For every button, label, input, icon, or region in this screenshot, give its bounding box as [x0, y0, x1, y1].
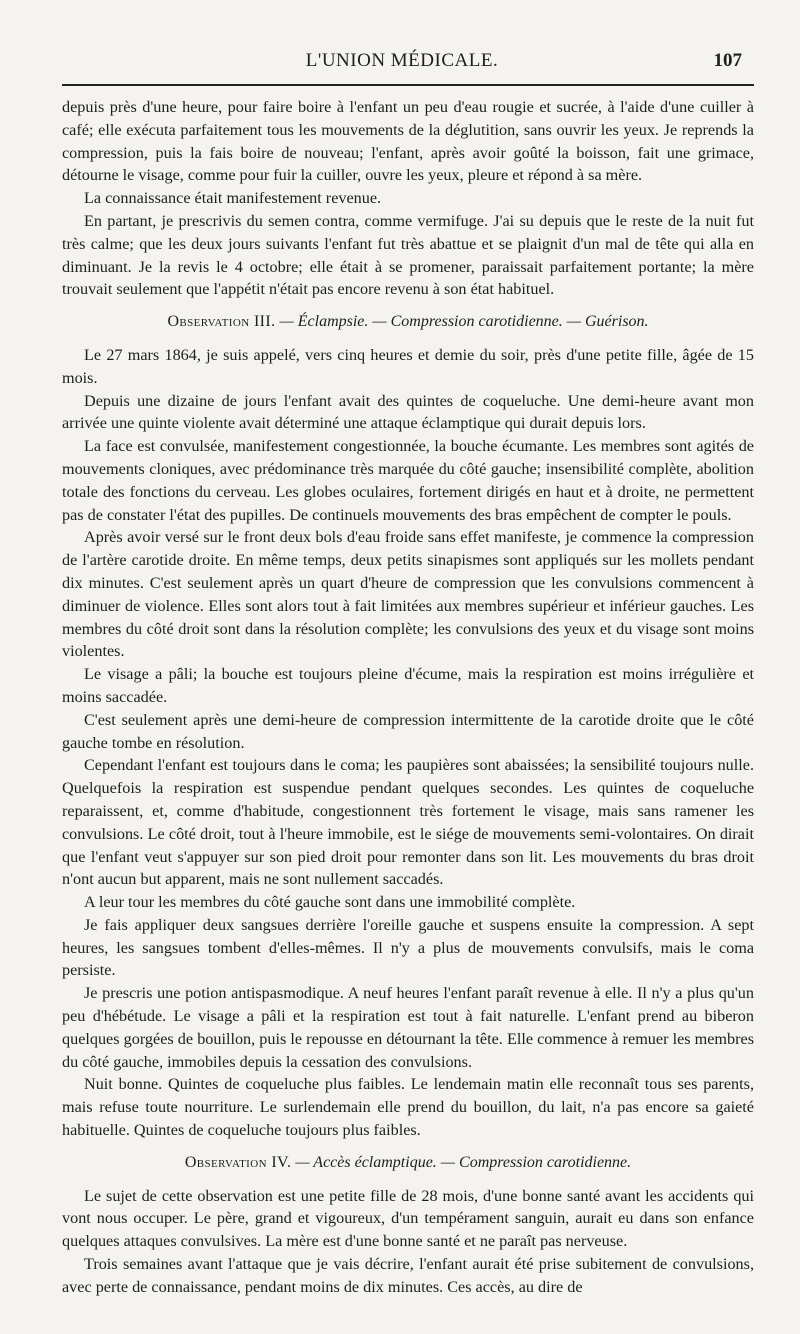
paragraph: Depuis une dizaine de jours l'enfant avait des quintes de coqueluche. Une demi-heure avant mon arrivée une quinte violente avait déterminé une attaque éclamptique qui durait depuis lors.	[62, 391, 754, 433]
body-text	[62, 96, 754, 1299]
section-label: Observation IV.	[184, 1153, 292, 1171]
paragraph: A leur tour les membres du côté gauche sont dans une immobilité complète.	[84, 893, 576, 912]
paragraph: Cependant l'enfant est toujours dans le coma; les paupières sont abaissées; la sensibilité toujours nulle. Quelquefois la respiration est suspendue pendant quelques secondes. Les quintes de coqueluche reparaissent, et, comme d'habitude, congestionnent très fortement le visage, mais sans ramener les convulsions. Le côté droit, tout à l'heure immobile, est le siége de mouvements semi-volontaires. On dirait que l'enfant veut s'appuyer sur son pied droit pour remonter dans son lit. Les mouvements du bras droit n'ont aucun but apparent, mais ne sont nullement saccadés.	[62, 756, 754, 889]
header-rule	[62, 84, 754, 86]
running-header	[62, 44, 742, 74]
paragraph: Je fais appliquer deux sangsues derrière l'oreille gauche et suspens ensuite la compression. A sept heures, les sangsues tombent d'elles-mêmes. Il n'y a plus de mouvements convulsifs, mais le coma persiste.	[62, 915, 754, 980]
paragraph: La connaissance était manifestement revenue.	[84, 189, 382, 208]
paragraph: Le sujet de cette observation est une petite fille de 28 mois, d'une bonne santé avant les accidents qui vont nous occuper. Le père, grand et vigoureux, d'un tempérament sanguin, aurait eu dans son enfance quelques attaques convulsives. La mère est d'une bonne santé et ne paraît pas nerveuse.	[62, 1186, 754, 1251]
paragraph: Trois semaines avant l'attaque que je vais décrire, l'enfant aurait été prise subitement de convulsions, avec perte de connaissance, pendant moins de dix minutes. Ces accès, au dire de	[62, 1255, 754, 1296]
paragraph: Le visage a pâli; la bouche est toujours pleine d'écume, mais la respiration est moins irrégulière et moins saccadée.	[62, 665, 754, 706]
paragraph: Nuit bonne. Quintes de coqueluche plus faibles. Le lendemain matin elle reconnaît tous ses parents, mais refuse toute nourriture. Le surlendemain elle prend du bouillon, du lait, n'a pas encore sa gaieté habituelle. Quintes de coqueluche toujours plus faibles.	[62, 1075, 754, 1140]
paragraph: La face est convulsée, manifestement congestionnée, la bouche écumante. Les membres sont agités de mouvements cloniques, avec prédominance très marquée du côté gauche; insensibilité complète, abolition totale des fonctions du cerveau. Les globes oculaires, fortement dirigés en haut et à droite, ne permettent pas de constater l'état des pupilles. De continuels mouvements des bras empêchent de compter le pouls.	[62, 437, 754, 524]
section-heading-observation-3	[62, 311, 754, 334]
journal-title: L'UNION MÉDICALE.	[305, 50, 499, 71]
paragraph: depuis près d'une heure, pour faire boire à l'enfant un peu d'eau rougie et sucrée, à l'aide d'une cuiller à café; elle exécuta parfaitement tous les mouvements de la déglutition, sans ouvrir les yeux. Je reprends la compression, puis la fais boire de nouveau; l'enfant, après avoir goûté la boisson, fait une grimace, détourne le visage, comme pour fuir la cuiller, ouvre les yeux, pleure et répond à sa mère.	[62, 98, 754, 185]
paragraph: C'est seulement après une demi-heure de compression intermittente de la carotide droite que le côté gauche tombe en résolution.	[62, 710, 754, 752]
paragraph: Je prescris une potion antispasmodique. A neuf heures l'enfant paraît revenue à elle. Il n'y a plus qu'un peu d'hébétude. Le visage a pâli et la respiration est tout à fait naturelle. L'enfant prend au biberon quelques gorgées de bouillon, puis le repousse en détournant la tête. Elle commence à remuer les membres du côté gauche, immobiles depuis la cessation des convulsions.	[62, 984, 754, 1071]
section-label: Observation III.	[167, 313, 276, 331]
paragraph: Le 27 mars 1864, je suis appelé, vers cinq heures et demie du soir, près d'une petite fille, âgée de 15 mois.	[62, 345, 754, 387]
section-heading-observation-4	[62, 1152, 754, 1175]
paragraph: Après avoir versé sur le front deux bols d'eau froide sans effet manifeste, je commence la compression de l'artère carotide droite. En même temps, deux petits sinapismes sont appliqués sur les mollets pendant dix minutes. C'est seulement après un quart d'heure de compression que les convulsions commencent à diminuer de violence. Elles sont alors tout à fait limitées aux membres supérieur et inférieur gauches. Les membres du côté droit sont dans la résolution complète; les convulsions des yeux et du visage sont moins violentes.	[62, 528, 754, 661]
paragraph: En partant, je prescrivis du semen contra, comme vermifuge. J'ai su depuis que le reste de la nuit fut très calme; que les deux jours suivants l'enfant fut très abattue et se plaignit d'un mal de tête qui alla en diminuant. Je la revis le 4 octobre; elle était à se promener, paraissait parfaitement portante; la mère trouvait seulement que l'appétit n'était pas encore revenu à son état habituel.	[62, 211, 754, 299]
page-number: 107	[713, 50, 742, 71]
section-title: — Accès éclamptique. — Compression carotidienne.	[295, 1153, 632, 1171]
section-title: — Éclampsie. — Compression carotidienne. — Guérison.	[279, 313, 649, 331]
